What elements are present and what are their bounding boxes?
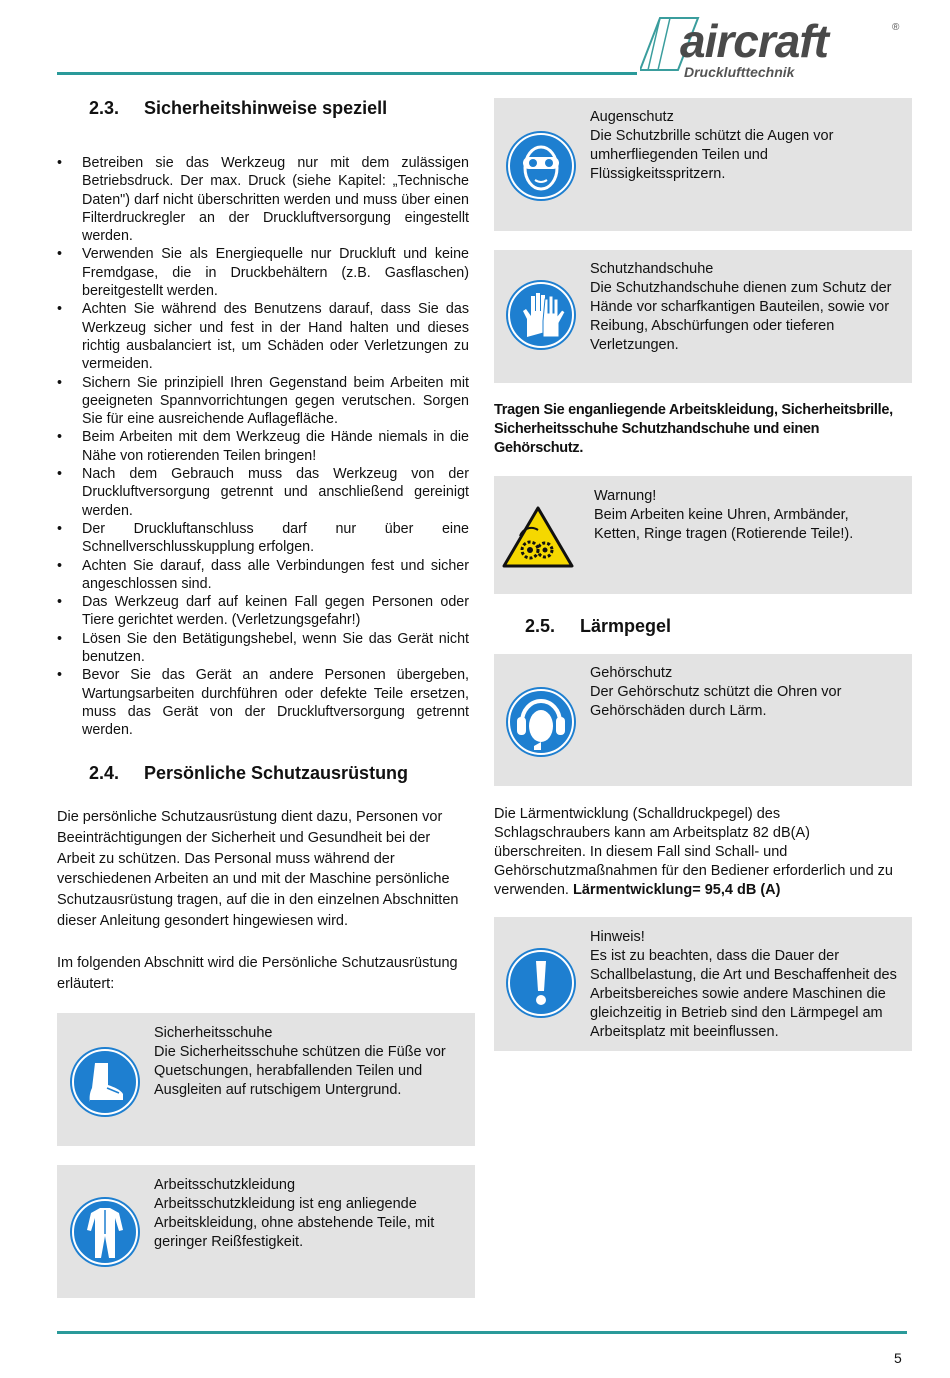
protective-clothing-box	[57, 1165, 475, 1298]
box-title: Hinweis!	[590, 929, 645, 945]
section-title: Lärmpegel	[580, 616, 672, 636]
notice-box	[494, 917, 912, 1051]
eye-protection-box	[494, 98, 912, 231]
safety-shoes-box	[57, 1013, 475, 1146]
box-text: Es ist zu beachten, dass die Dauer der Schallbelastung, die Art und Beschaffenheit des Arbeitsbereiches sowie andere Maschinen die gleichzeitig in Betrieb sind den Lärmpegel am Arbeitsplatz mit beeinflussen.	[590, 948, 897, 1040]
box-text: Beim Arbeiten keine Uhren, Armbänder, Ketten, Ringe tragen (Rotierende Teile!).	[594, 507, 854, 542]
logo-wordmark: aircraft	[680, 15, 828, 67]
list-item: • Der Druckluftanschluss darf nur über eine Schnellverschlusskupplung erfolgen.	[57, 520, 469, 557]
section-number: 2.4.	[89, 763, 120, 783]
noise-level-value: Lärmentwicklung= 95,4 dB (A)	[573, 882, 781, 898]
box-title: Sicherheitsschuhe	[154, 1025, 273, 1041]
rotating-gears-warning-icon	[502, 506, 574, 568]
noise-level-text: Die Lärmentwicklung (Schalldruckpegel) des Schlagschraubers kann am Arbeitsplatz 82 dB(A) überschreiten. In diesem Fall sind Schall- und Gehörschutzmaßnahmen für den Bediener erforderlich und zu verwenden.	[494, 806, 893, 898]
warning-box	[494, 476, 912, 594]
goggles-icon	[505, 130, 577, 202]
list-item: • Lösen Sie den Betätigungshebel, wenn Sie das Gerät nicht benutzen.	[57, 630, 469, 667]
list-item: • Nach dem Gebrauch muss das Werkzeug von der Druckluftversorgung getrennt und anschließend gereinigt werden.	[57, 465, 469, 520]
box-text: Die Schutzhandschuhe dienen zum Schutz der Hände vor scharfkantigen Bauteilen, sowie vor Reibung, Abschürfungen oder tieferen Verletzungen.	[590, 280, 892, 353]
section-24-lead: Im folgenden Abschnitt wird die Persönliche Schutzausrüstung erläutert:	[57, 955, 458, 992]
list-item: • Beim Arbeiten mit dem Werkzeug die Hände niemals in die Nähe von rotierenden Teilen bringen!	[57, 428, 469, 465]
ear-protection-icon	[505, 686, 577, 758]
aircraft-logo	[640, 14, 905, 84]
section-title: Sicherheitshinweise speziell	[144, 98, 388, 118]
box-text: Der Gehörschutz schützt die Ohren vor Gehörschäden durch Lärm.	[590, 684, 842, 719]
box-title: Schutzhandschuhe	[590, 261, 714, 277]
gloves-box	[494, 250, 912, 383]
list-item: • Sichern Sie prinzipiell Ihren Gegenstand beim Arbeiten mit geeigneten Spannvorrichtungen gegen verutschen. Sorgen Sie für eine ausreichende Auflagefläche.	[57, 374, 469, 429]
header-rule	[57, 72, 637, 75]
gloves-icon	[505, 279, 577, 351]
box-text: Die Schutzbrille schützt die Augen vor umherfliegenden Teilen und Flüssigkeitsspritzern.	[590, 128, 834, 182]
box-title: Gehörschutz	[590, 665, 673, 681]
ppe-bold-note: Tragen Sie enganliegende Arbeitskleidung, Sicherheitsbrille, Sicherheitsschuhe Schutzhandschuhe und einen Gehörschutz.	[494, 402, 893, 456]
section-24-intro: Die persönliche Schutzausrüstung dient dazu, Personen vor Beeinträchtigungen der Sicherheit und Gesundheit bei der Arbeit zu schützen. Das Personal muss während der verschiedenen Arbeiten an und mit der Maschine persönliche Schutzausrüstung tragen, auf die in den einzelnen Abschnitten dieser Anleitung gesondert hingewiesen wird.	[57, 809, 459, 929]
section-25-heading	[525, 616, 671, 637]
logo-subtitle: Drucklufttechnik	[684, 64, 795, 80]
hearing-protection-box	[494, 654, 912, 786]
exclamation-icon	[505, 947, 577, 1019]
box-title: Arbeitsschutzkleidung	[154, 1177, 296, 1193]
footer-rule	[57, 1331, 907, 1334]
section-23-heading	[89, 98, 387, 119]
noise-level-paragraph	[494, 805, 899, 900]
safety-boot-icon	[69, 1046, 141, 1118]
list-item: • Achten Sie darauf, dass alle Verbindungen fest und sicher angeschlossen sind.	[57, 557, 469, 594]
box-title: Warnung!	[594, 488, 657, 504]
logo-registered-mark: ®	[892, 22, 900, 33]
section-number: 2.3.	[89, 98, 120, 118]
list-item: • Bevor Sie das Gerät an andere Personen übergeben, Wartungsarbeiten durchführen oder defekte Teile ersetzen, muss das Gerät von der Druckluftversorgung getrennt werden.	[57, 666, 469, 739]
list-item: • Achten Sie während des Benutzens darauf, dass Sie das Werkzeug sicher und fest in der Hand halten und dieses richtig ausbalanciert ist, um Schäden oder Verletzungen zu vermeiden.	[57, 300, 469, 373]
box-title: Augenschutz	[590, 109, 674, 125]
box-text: Arbeitsschutzkleidung ist eng anliegende Arbeitskleidung, ohne abstehende Teile, mit geringer Reißfestigkeit.	[154, 1196, 435, 1250]
section-number: 2.5.	[525, 616, 556, 636]
safety-bullet-list	[57, 154, 469, 740]
list-item: • Betreiben sie das Werkzeug nur mit dem zulässigen Betriebsdruck. Der max. Druck (siehe Kapitel: „Technische Daten") darf nicht überschritten werden und muss über einen Filterdruckregler an der Druckluftversorgung eingestellt werden.	[57, 154, 469, 245]
list-item: • Das Werkzeug darf auf keinen Fall gegen Personen oder Tiere gerichtet werden. (Verletzungsgefahr!)	[57, 593, 469, 630]
page-number: 5	[894, 1350, 902, 1366]
list-item: • Verwenden Sie als Energiequelle nur Druckluft und keine Fremdgase, die in Druckbehältern (z.B. Gasflaschen) bereitgestellt werden.	[57, 245, 469, 300]
section-24-heading	[89, 763, 408, 784]
box-text: Die Sicherheitsschuhe schützen die Füße vor Quetschungen, herabfallenden Teilen und Ausgleiten auf rutschigem Untergrund.	[154, 1044, 446, 1098]
section-title: Persönliche Schutzausrüstung	[144, 763, 409, 783]
coverall-icon	[69, 1196, 141, 1268]
